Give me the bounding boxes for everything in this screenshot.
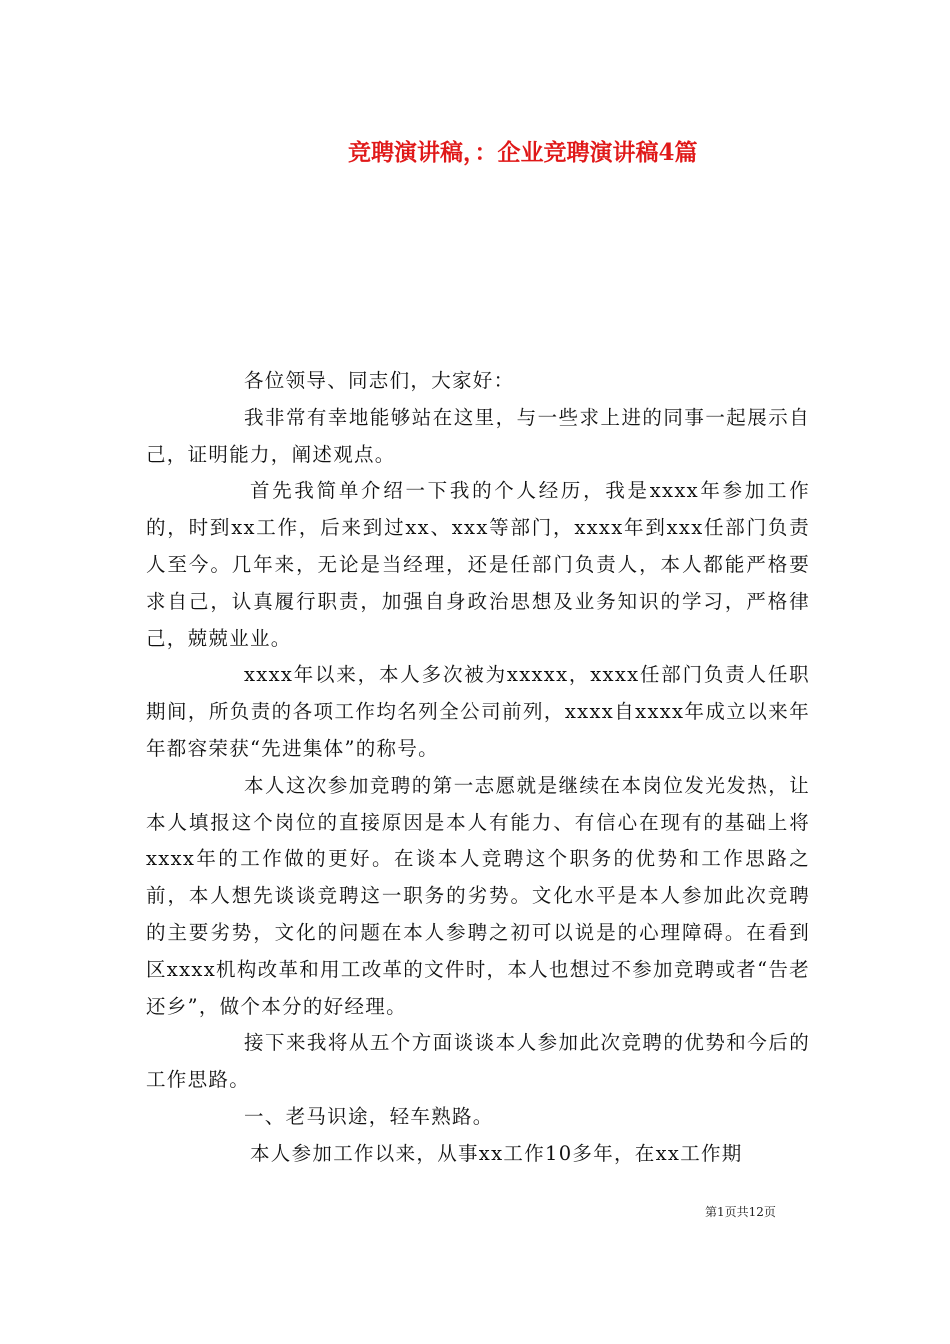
paragraph-outline: 接下来我将从五个方面谈谈本人参加此次竞聘的优势和今后的工作思路。	[146, 1031, 810, 1092]
greeting-line: 各位领导、同志们，大家好：	[244, 369, 515, 392]
paragraph-intro: 我非常有幸地能够站在这里，与一些求上进的同事一起展示自己，证明能力，阐述观点。	[146, 405, 810, 466]
section-heading-one: 一、老马识途，轻车熟路。	[244, 1104, 494, 1128]
page-number-footer: 第1页共12页	[705, 1205, 776, 1219]
paragraph-section-one: 本人参加工作以来，从事xx工作10多年，在xx工作期	[250, 1141, 743, 1165]
document-body	[146, 363, 810, 1173]
document-title: 竞聘演讲稿，：企业竞聘演讲稿4篇	[348, 139, 698, 166]
paragraph-experience: 首先我简单介绍一下我的个人经历，我是xxxx年参加工作的，时到xx工作，后来到过xx、xxx等部门，xxxx年到xxx任部门负责人至今。几年来，无论是当经理，还是任部门负责人，本人都能严格要求自己，认真履行职责，加强自身政治思想及业务知识的学习，严格律己，兢兢业业。	[146, 479, 810, 650]
paragraph-motivation: 本人这次参加竞聘的第一志愿就是继续在本岗位发光发热，让本人填报这个岗位的直接原因是本人有能力、有信心在现有的基础上将xxxx年的工作做的更好。在谈本人竞聘这个职务的优势和工作思路之前，本人想先谈谈竞聘这一职务的劣势。文化水平是本人参加此次竞聘的主要劣势，文化的问题在本人参聘之初可以说是的心理障碍。在看到区xxxx机构改革和用工改革的文件时，本人也想过不参加竞聘或者“告老还乡”，做个本分的好经理。	[146, 773, 810, 1018]
paragraph-achievements: xxxx年以来，本人多次被为xxxxx，xxxx任部门负责人任职期间，所负责的各项工作均名列全公司前列，xxxx自xxxx年成立以来年年都容荣获“先进集体”的称号。	[146, 663, 810, 760]
